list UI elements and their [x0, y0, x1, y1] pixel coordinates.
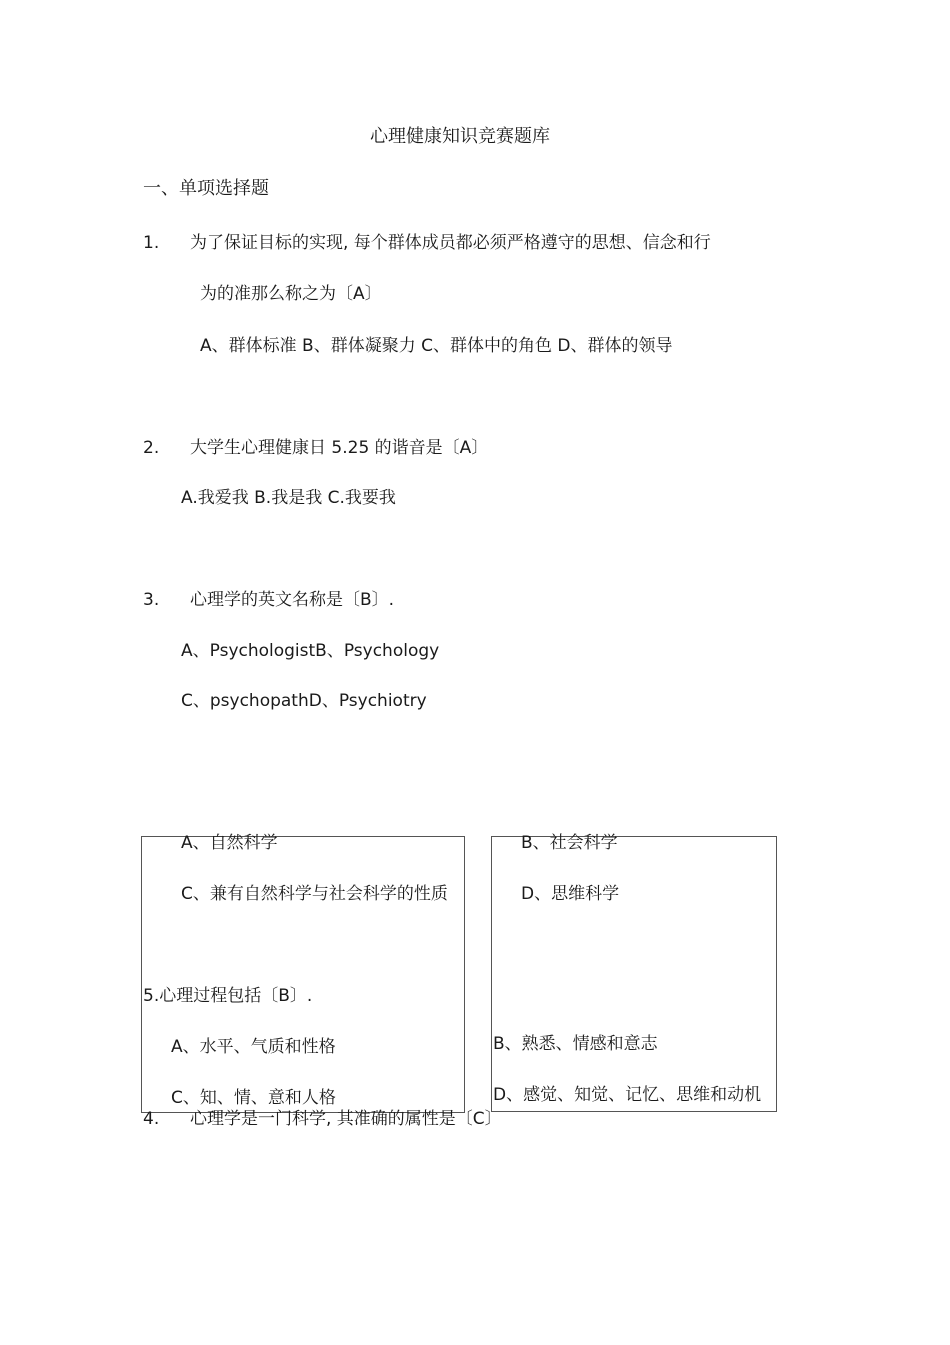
question-4-option-c: C、兼有自然科学与社会科学的性质	[181, 884, 448, 904]
question-5-option-b: B、熟悉、情感和意志	[493, 1034, 658, 1054]
question-3-options-line1: A、PsychologistB、Psychology	[181, 641, 440, 661]
question-5-stem: 5.心理过程包括〔B〕.	[143, 986, 313, 1006]
question-3-stem: 心理学的英文名称是〔B〕.	[190, 590, 395, 610]
question-1-options: A、群体标准 B、群体凝聚力 C、群体中的角色 D、群体的领导	[200, 336, 673, 356]
options-box-right	[491, 836, 777, 1112]
options-box-left	[141, 836, 465, 1113]
question-2-stem: 大学生心理健康日 5.25 的谐音是〔A〕	[190, 438, 489, 458]
question-3-number: 3.	[143, 590, 160, 610]
question-5-option-d: D、感觉、知觉、记忆、思维和动机	[493, 1085, 762, 1105]
question-2-number: 2.	[143, 438, 160, 458]
question-2-options: A.我爱我 B.我是我 C.我要我	[181, 488, 396, 508]
question-4-number: 4.	[143, 1109, 160, 1129]
question-1-number: 1.	[143, 233, 160, 253]
question-1-stem-line1: 为了保证目标的实现, 每个群体成员都必须严格遵守的思想、信念和行	[190, 233, 711, 253]
question-4-option-a: A、自然科学	[181, 833, 278, 853]
question-4-option-b: B、社会科学	[521, 833, 618, 853]
section-heading: 一、单项选择题	[143, 178, 269, 199]
question-3-options-line2: C、psychopathD、Psychiotry	[181, 691, 427, 711]
question-4-stem: 心理学是一门科学, 其准确的属性是〔C〕	[190, 1109, 502, 1129]
document-title: 心理健康知识竞赛题库	[370, 126, 550, 147]
question-1-stem-line2: 为的准那么称之为〔A〕	[200, 284, 382, 304]
question-5-option-c: C、知、情、意和人格	[171, 1088, 336, 1108]
question-4-option-d: D、思维科学	[521, 884, 620, 904]
question-5-option-a: A、水平、气质和性格	[171, 1037, 336, 1057]
